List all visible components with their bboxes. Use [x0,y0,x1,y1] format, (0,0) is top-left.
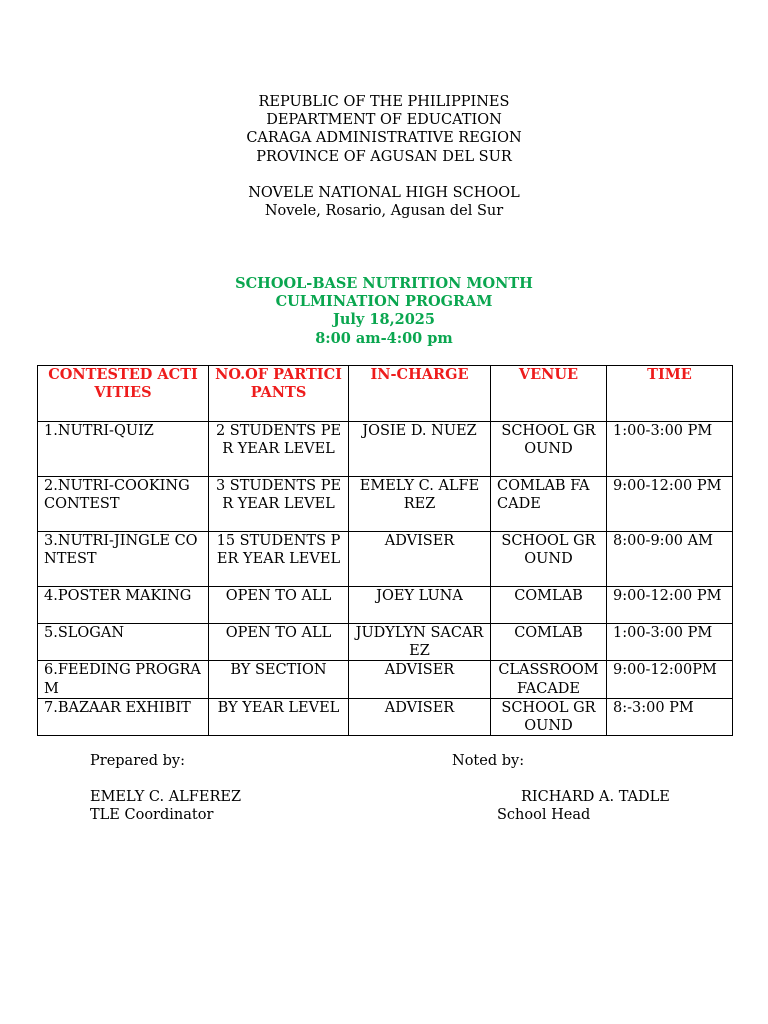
column-header-participants: NO.OF PARTICIPANTS [209,366,349,422]
column-header-venue: VENUE [491,366,607,422]
noted-by-name: RICHARD A. TADLE [521,789,670,805]
header-line: REPUBLIC OF THE PHILIPPINES [258,94,510,110]
cell-activity: 6.FEEDING PROGRAM [38,661,209,698]
table-header-row [38,366,733,422]
cell-in-charge: ADVISER [349,532,491,587]
cell-in-charge: JOEY LUNA [349,587,491,624]
program-title [0,275,768,348]
cell-venue: CLASSROOM FACADE [491,661,607,698]
cell-participants: BY YEAR LEVEL [209,698,349,735]
school-address: Novele, Rosario, Agusan del Sur [264,203,504,220]
cell-activity: 1.NUTRI-QUIZ [38,422,209,477]
prepared-by-label: Prepared by: [90,753,185,769]
title-line-1: SCHOOL-BASE NUTRITION MONTH [235,275,533,292]
column-header-in-charge: IN-CHARGE [349,366,491,422]
table-row [38,698,733,735]
cell-venue: SCHOOL GROUND [491,698,607,735]
cell-participants: 15 STUDENTS PER YEAR LEVEL [209,532,349,587]
noted-by-title: School Head [497,807,591,823]
noted-by-label: Noted by: [452,753,525,769]
cell-venue: COMLAB [491,624,607,661]
table-row [38,477,733,532]
cell-activity: 5.SLOGAN [38,624,209,661]
cell-participants: OPEN TO ALL [209,587,349,624]
cell-in-charge: ADVISER [349,698,491,735]
header-line: PROVINCE OF AGUSAN DEL SUR [256,148,512,165]
cell-in-charge: JOSIE D. NUEZ [349,422,491,477]
cell-venue: SCHOOL GROUND [491,532,607,587]
table-row [38,532,733,587]
cell-time: 8:-3:00 PM [607,698,733,735]
column-header-time: TIME [607,366,733,422]
program-time: 8:00 am-4:00 pm [315,329,453,347]
title-line-2: CULMINATION PROGRAM [275,293,493,311]
cell-activity: 4.POSTER MAKING [38,587,209,624]
cell-activity: 7.BAZAAR EXHIBIT [38,698,209,735]
cell-venue: COMLAB [491,587,607,624]
program-date: July 18,2025 [333,311,435,329]
cell-time: 9:00-12:00 PM [607,587,733,624]
cell-in-charge: JUDYLYN SACAREZ [349,624,491,661]
cell-venue: SCHOOL GROUND [491,422,607,477]
cell-participants: 3 STUDENTS PER YEAR LEVEL [209,477,349,532]
cell-time: 9:00-12:00PM [607,661,733,698]
cell-participants: OPEN TO ALL [209,624,349,661]
cell-time: 9:00-12:00 PM [607,477,733,532]
prepared-by-title: TLE Coordinator [90,807,214,823]
header-line: CARAGA ADMINISTRATIVE REGION [246,130,522,147]
cell-activity: 3.NUTRI-JINGLE CONTEST [38,532,209,587]
column-header-activities: CONTESTED ACTIVITIES [38,366,209,422]
prepared-by-name: EMELY C. ALFEREZ [90,789,242,805]
cell-participants: 2 STUDENTS PER YEAR LEVEL [209,422,349,477]
cell-activity: 2.NUTRI-COOKING CONTEST [38,477,209,532]
table-row [38,624,733,661]
cell-venue: COMLAB FACADE [491,477,607,532]
school-name: NOVELE NATIONAL HIGH SCHOOL [248,184,520,201]
cell-time: 1:00-3:00 PM [607,624,733,661]
cell-time: 1:00-3:00 PM [607,422,733,477]
document-header [0,93,768,220]
cell-participants: BY SECTION [209,661,349,698]
table-row [38,661,733,698]
cell-in-charge: EMELY C. ALFEREZ [349,477,491,532]
header-line: DEPARTMENT OF EDUCATION [266,112,502,129]
table-row [38,422,733,477]
cell-in-charge: ADVISER [349,661,491,698]
cell-time: 8:00-9:00 AM [607,532,733,587]
schedule-table [37,365,733,736]
table-row [38,587,733,624]
